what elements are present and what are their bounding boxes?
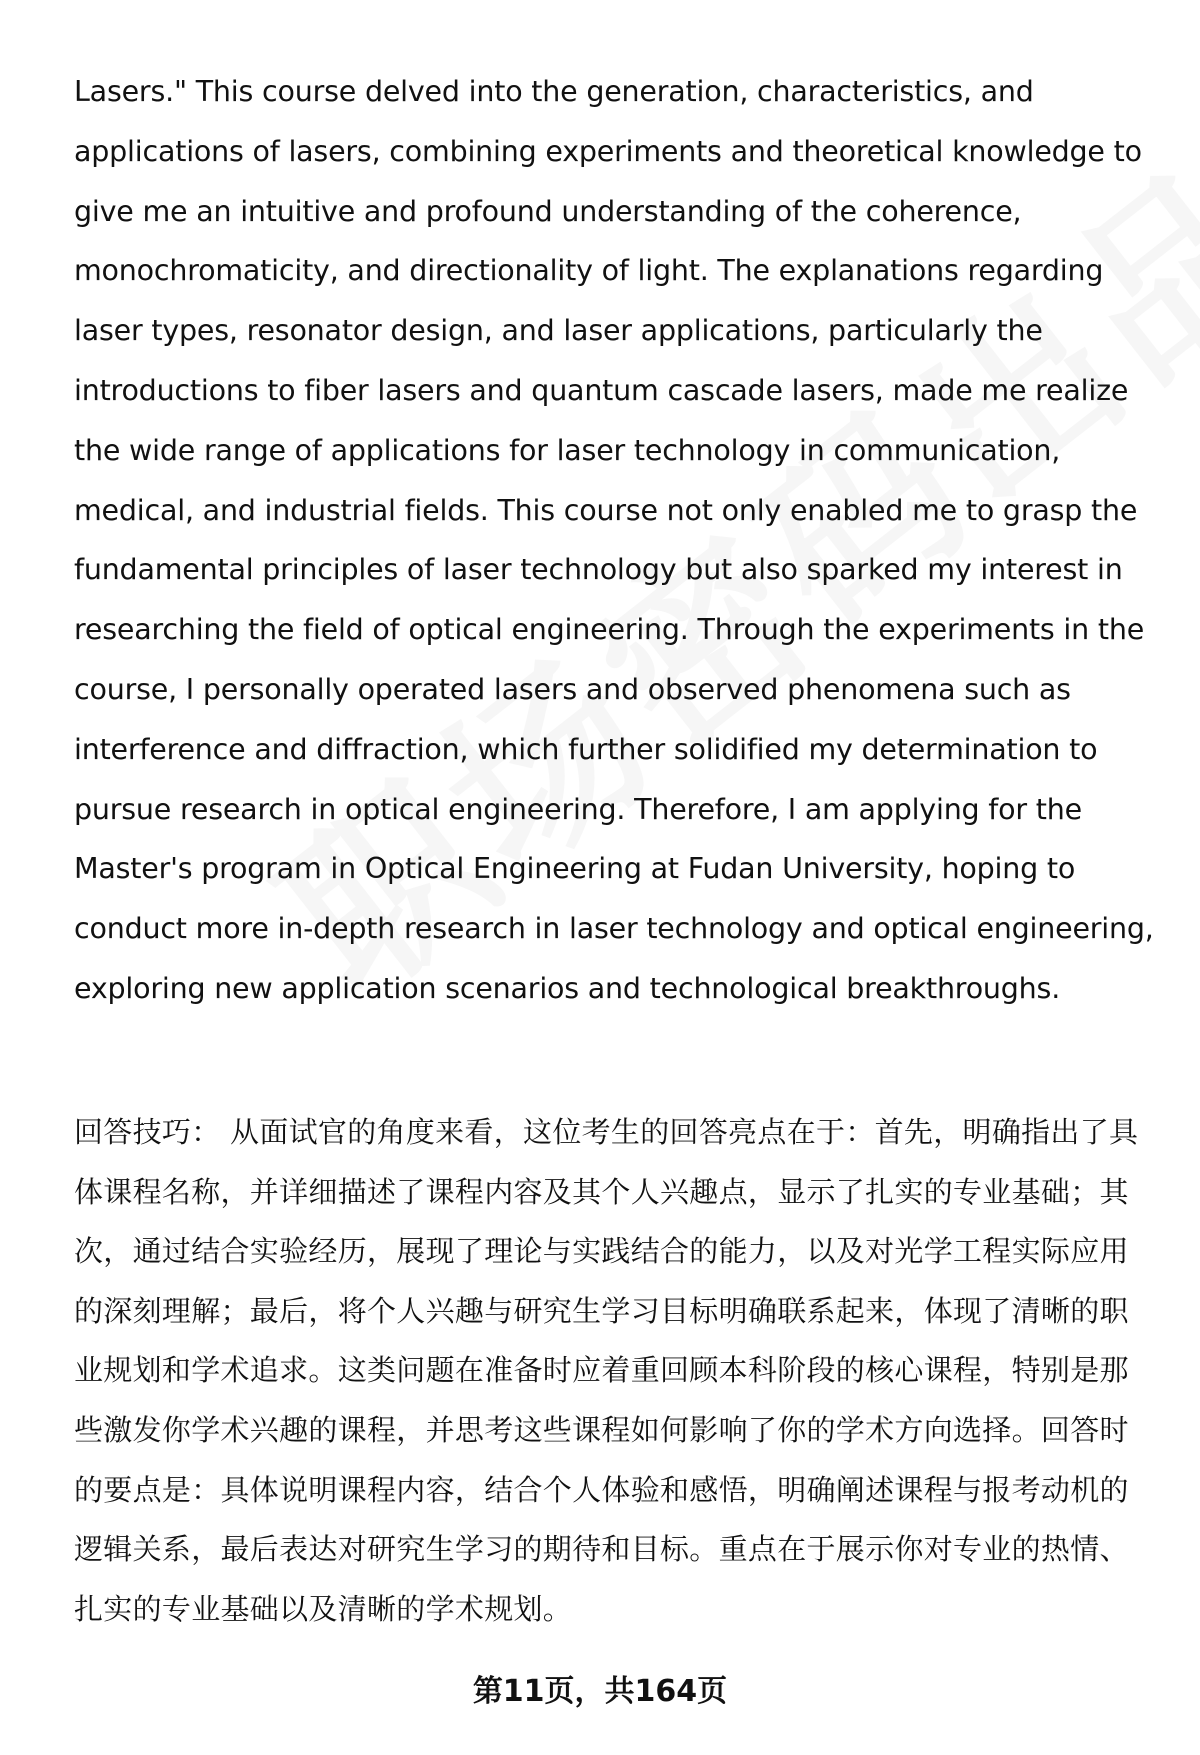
english-answer-paragraph: Lasers." This course delved into the generation, characteristics, and applications of lasers, combining experiments and theoretical knowledge to give me an intuitive and profound understanding of the coherence, monochromaticity, and directionality of light. The explanations regarding laser types, resonator design, and laser applications, particularly the introductions to fiber lasers and quantum cascade lasers, made me realize the wide range of applications for laser technology in communication, medical, and industrial fields. This course not only enabled me to grasp the fundamental principles of laser technology but also sparked my interest in researching the field of optical engineering. Through the experiments in the course, I personally operated lasers and observed phenomena such as interference and diffraction, which further solidified my determination to pursue research in optical engineering. Therefore, I am applying for the Master's program in Optical Engineering at Fudan University, hoping to conduct more in-depth research in laser technology and optical engineering, exploring new application scenarios and technological breakthroughs.	[74, 75, 1154, 1005]
answer-tips-paragraph: 回答技巧： 从面试官的角度来看，这位考生的回答亮点在于：首先，明确指出了具体课程名称，并详细描述了课程内容及其个人兴趣点，显示了扎实的专业基础；其次，通过结合实验经历，展现了理论与实践结合的能力，以及对光学工程实际应用的深刻理解；最后，将个人兴趣与研究生学习目标明确联系起来，体现了清晰的职业规划和学术追求。这类问题在准备时应着重回顾本科阶段的核心课程，特别是那些激发你学术兴趣的课程，并思考这些课程如何影响了你的学术方向选择。回答时的要点是：具体说明课程内容，结合个人体验和感悟，明确阐述课程与报考动机的逻辑关系，最后表达对研究生学习的期待和目标。重点在于展示你对专业的热情、扎实的专业基础以及清晰的学术规划。	[74, 1115, 1139, 1626]
page-number-footer: 第11页，共164页	[472, 1674, 728, 1709]
